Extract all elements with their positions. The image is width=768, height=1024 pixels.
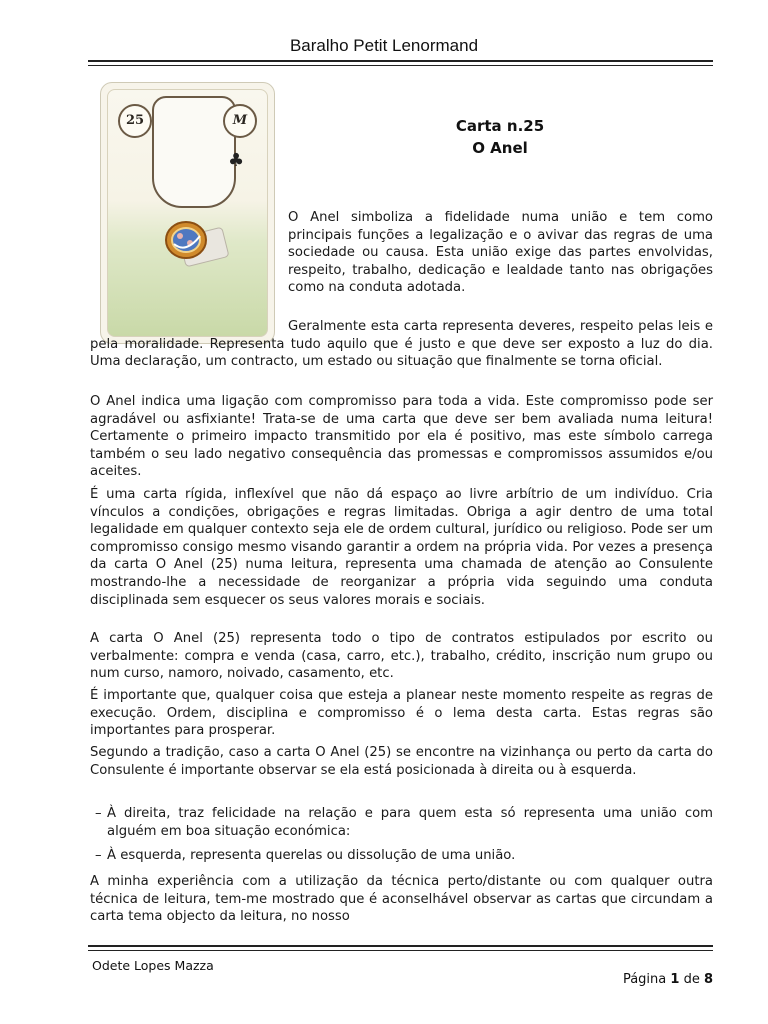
card-face [107,89,268,337]
list-dash: – [95,848,102,863]
page-number [623,972,713,987]
card-title-name: O Anel [472,139,528,157]
page-current: 1 [670,972,680,987]
paragraph-rules: É importante que, qualquer coisa que esteja a planear neste momento respeite as regras de execução. Ordem, disciplina e compromisso é o lema desta carta. Estas regras são importantes para prosperar. [90,688,713,739]
page-of: de [683,972,700,987]
header-rule-thick [88,60,713,62]
list-item-right [95,805,713,840]
page-total: 8 [703,972,713,987]
ring-illustration [160,214,232,276]
card-frame [152,96,245,208]
page-label: Página [622,972,667,987]
paragraph-duties: Geralmente esta carta representa deveres, respeito pelas leis e pela moralidade. Representa tudo aquilo que é justo e que deve ser exposto a luz do dia. Uma declaração, um contracto, um estado ou situação que finalmente se torna oficial. [90,319,713,370]
list-item-left [95,847,713,865]
paragraph-rigid: É uma carta rígida, inflexível que não dá espaço ao livre arbítrio de um indivíduo. Cria vínculos a condições, obrigações e regras limitadas. Obriga a agir dentro de uma total legalidade em qualquer contexto seja ele de ordem cultural, jurídico ou religioso. Pode ser um compromisso consigo mesmo visando garantir a ordem na própria vida. Por vezes a presença da carta O Anel (25) numa leitura, representa uma chamada de atenção ao Consulente mostrando-lhe a necessidade de reorganizar a própria vida seguindo uma conduta disciplinada sem esquecer os seus valores morais e sociais. [90,487,713,608]
card-number-badge: 25 [118,104,152,138]
paragraph-contracts: A carta O Anel (25) representa todo o tipo de contratos estipulados por escrito ou verbalmente: compra e venda (casa, carro, etc.), trabalho, crédito, inscrição num grupo ou num curso, namoro, noivado, casamento, etc. [90,631,713,682]
card-title-number: Carta n.25 [455,117,545,135]
paragraph-intro: O Anel simboliza a fidelidade numa união e tem como principais funções a legalização e o avivar das regras de uma sociedade ou causa. Esta união exige das partes envolvidas, respeito, trabalho, dedicação e lealdade tanto nas obrigações como na conduta adotada. [288,210,713,296]
footer-rule-thick [88,945,713,947]
page-header-title: Baralho Petit Lenormand [289,36,479,55]
list-item-text: À direita, traz felicidade na relação e para quem esta só representa uma união com alguém em boa situação económica: [107,806,713,839]
list-dash: – [95,806,102,821]
paragraph-experience: A minha experiência com a utilização da técnica perto/distante ou com qualquer outra técnica de leitura, tem-me mostrado que é aconselhável observar as cartas que circundam a carta tema objecto da leitura, no nosso [90,874,713,925]
footer-author: Odete Lopes Mazza [92,958,214,973]
list-item-text: À esquerda, representa querelas ou dissolução de uma união. [107,848,516,863]
card-corner-letter: M [223,104,257,138]
header-rule-thin [88,65,713,66]
paragraph-tradition: Segundo a tradição, caso a carta O Anel (25) se encontre na vizinhança ou perto da carta do Consulente é importante observar se ela está posicionada à direita ou à esquerda. [90,745,713,778]
lenormand-card-image [100,82,275,344]
footer-rule-thin [88,950,713,951]
clubs-suit-icon: ♣ [228,150,245,171]
paragraph-commitment: O Anel indica uma ligação com compromisso para toda a vida. Este compromisso pode ser agradável ou asfixiante! Trata-se de uma carta que deve ser bem avaliada numa leitura! Certamente o primeiro impacto transmitido por ela é positivo, mas este símbolo carrega também o seu lado negativo consequência das promessas e compromissos assumidos e/ou aceites. [90,394,713,480]
